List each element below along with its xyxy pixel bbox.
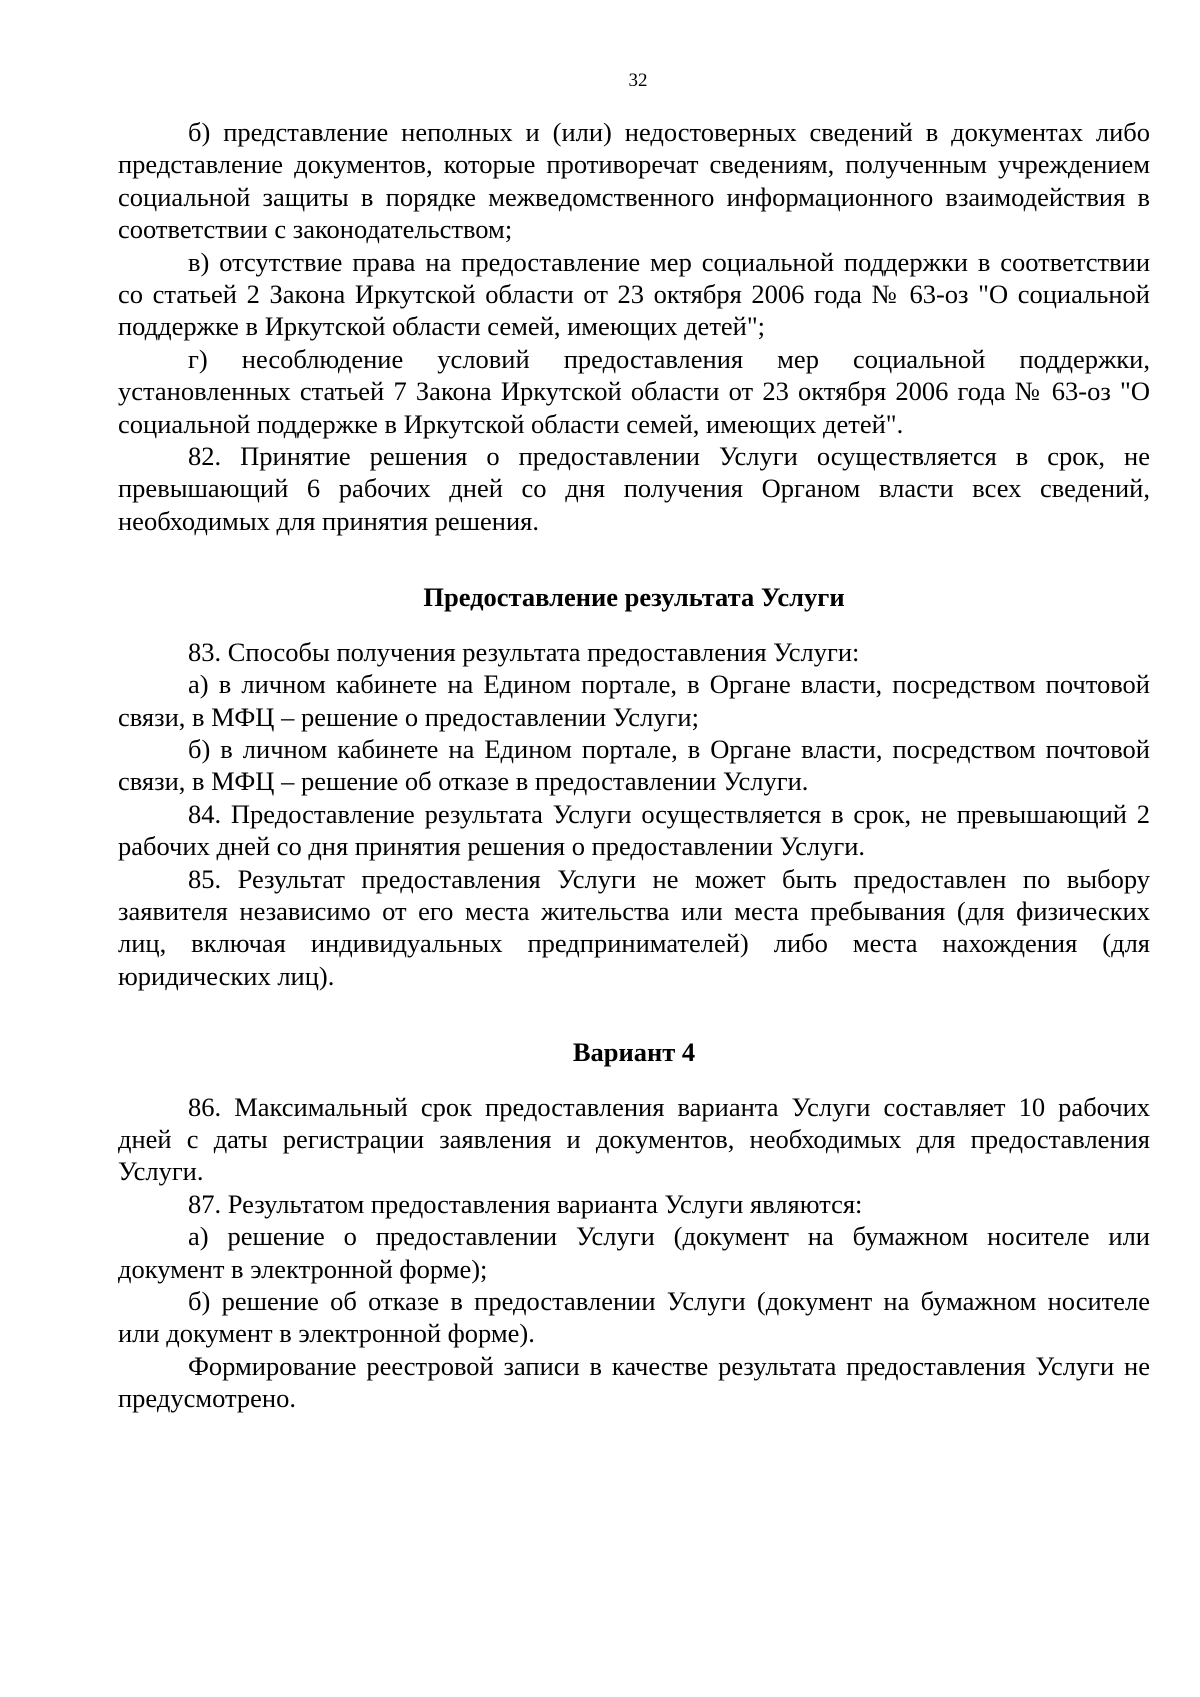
paragraph-g-noncompliance: г) несоблюдение условий предоставления мер социальной поддержки, установленных статьей 7 Закона Иркутской области от 23 октября 2006 года № 63-оз "О социальной поддержке в Иркутской области семей, имеющих детей". bbox=[118, 343, 1150, 439]
paragraph-83-a: а) в личном кабинете на Едином портале, в Органе власти, посредством почтовой связи, в МФЦ – решение о предоставлении Услуги; bbox=[118, 669, 1150, 732]
paragraph-87-a: а) решение о предоставлении Услуги (документ на бумажном носителе или документ в электронной форме); bbox=[118, 1221, 1150, 1284]
paragraph-87-b: б) решение об отказе в предоставлении Услуги (документ на бумажном носителе или документ в электронной форме). bbox=[118, 1286, 1150, 1349]
page-number: 32 bbox=[628, 70, 648, 91]
section-variant-4-body bbox=[118, 1091, 1150, 1415]
paragraph-85: 85. Результат предоставления Услуги не может быть предоставлен по выбору заявителя независимо от его места жительства или места пребывания (для физических лиц, включая индивидуальных предпринимателей) либо места нахождения (для юридических лиц). bbox=[118, 863, 1150, 991]
paragraph-87: 87. Результатом предоставления варианта Услуги являются: bbox=[188, 1188, 863, 1219]
section-heading-variant-4: Вариант 4 bbox=[572, 1037, 696, 1068]
paragraph-83-b: б) в личном кабинете на Едином портале, в Органе власти, посредством почтовой связи, в МФЦ – решение об отказе в предоставлении Услуги. bbox=[118, 733, 1150, 797]
paragraph-83: 83. Способы получения результата предоставления Услуги: bbox=[188, 636, 860, 667]
paragraph-86: 86. Максимальный срок предоставления варианта Услуги составляет 10 рабочих дней с даты регистрации заявления и документов, необходимых для предоставления Услуги. bbox=[118, 1091, 1150, 1187]
paragraph-registry-note: Формирование реестровой записи в качестве результата предоставления Услуги не предусмотрено. bbox=[118, 1350, 1150, 1414]
paragraph-b-incomplete-info: б) представление неполных и (или) недостоверных сведений в документах либо представление документов, которые противоречат сведениям, полученным учреждением социальной защиты в порядке межведомственного информационного взаимодействия в соответствии с законодательством; bbox=[118, 117, 1150, 245]
paragraph-v-no-right: в) отсутствие права на предоставление мер социальной поддержки в соответствии со статьей 2 Закона Иркутской области от 23 октября 2006 года № 63-оз "О социальной поддержке в Иркутской области семей, имеющих детей"; bbox=[118, 246, 1150, 342]
paragraph-84: 84. Предоставление результата Услуги осуществляется в срок, не превышающий 2 рабочих дней со дня принятия решения о предоставлении Услуги. bbox=[118, 798, 1150, 862]
section-result-body bbox=[118, 636, 1150, 992]
paragraph-82: 82. Принятие решения о предоставлении Услуги осуществляется в срок, не превышающий 6 рабочих дней со дня получения Органом власти всех сведений, необходимых для принятия решения. bbox=[118, 441, 1150, 536]
section-heading-result: Предоставление результата Услуги bbox=[423, 582, 845, 613]
